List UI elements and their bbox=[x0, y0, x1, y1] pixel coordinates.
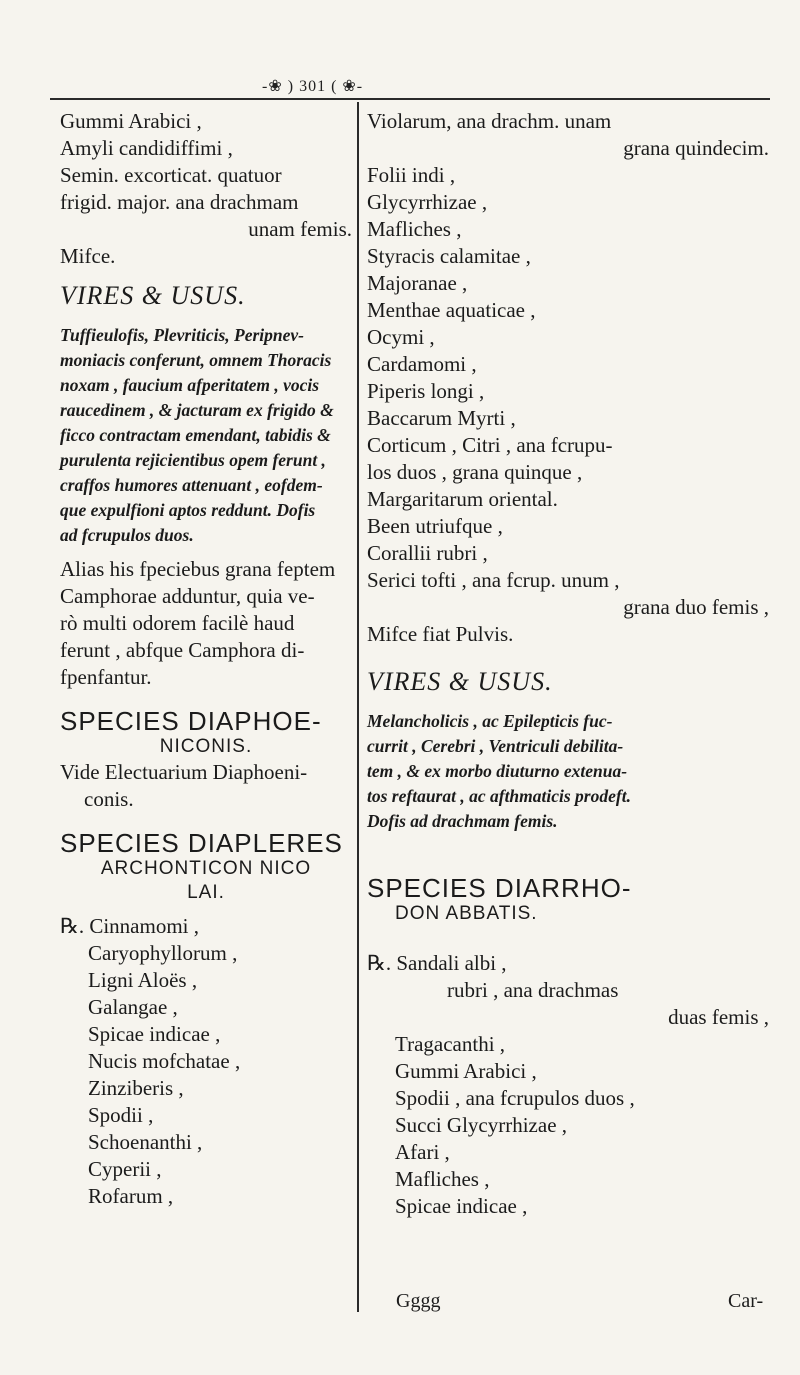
species-heading: SPECIES DIAPHOE- bbox=[60, 706, 322, 736]
list-item: Mafliches , bbox=[367, 217, 462, 241]
recipe-line: Rofarum , bbox=[88, 1184, 174, 1208]
species-heading: SPECIES DIAPLERES bbox=[60, 828, 343, 858]
recipe-line: ℞. Sandali albi , bbox=[367, 951, 507, 975]
text-line: Mifce. bbox=[60, 244, 116, 268]
text-line: unam femis. bbox=[248, 217, 352, 241]
vires-text: raucedinem , & jacturam ex frigido & bbox=[60, 400, 334, 420]
vires-text: que expulfioni aptos reddunt. Dofis bbox=[60, 500, 316, 520]
recipe-line: Spodii , ana fcrupulos duos , bbox=[395, 1086, 635, 1110]
recipe-line: Caryophyllorum , bbox=[88, 941, 238, 965]
recipe-line: Succi Glycyrrhizae , bbox=[395, 1113, 568, 1137]
text-line: Camphorae adduntur, quia ve- bbox=[60, 584, 315, 608]
left-column bbox=[60, 108, 352, 1210]
list-item: Baccarum Myrti , bbox=[367, 406, 516, 430]
recipe-line: Galangae , bbox=[88, 995, 178, 1019]
species-heading: SPECIES DIARRHO- bbox=[367, 873, 632, 903]
text-line: Semin. excorticat. quatuor bbox=[60, 163, 282, 187]
text-line: ferunt , abfque Camphora di- bbox=[60, 638, 305, 662]
vires-text: tem , & ex morbo diuturno extenua- bbox=[367, 761, 628, 781]
species-subheading: LAI. bbox=[187, 882, 225, 903]
recipe-line: Spicae indicae , bbox=[395, 1194, 528, 1218]
list-item: Been utriufque , bbox=[367, 514, 503, 538]
vires-text: ficco contractam emendant, tabidis & bbox=[60, 425, 331, 445]
list-item: Corticum , Citri , ana fcrupu- bbox=[367, 433, 613, 457]
list-item: los duos , grana quinque , bbox=[367, 460, 583, 484]
recipe-line: Afari , bbox=[395, 1140, 450, 1164]
text-line: grana quindecim. bbox=[623, 136, 769, 160]
catchword: Car- bbox=[728, 1290, 764, 1312]
text-line: Vide Electuarium Diaphoeni- bbox=[60, 760, 308, 784]
text-line: fpenfantur. bbox=[60, 665, 152, 689]
text-line: Mifce fiat Pulvis. bbox=[367, 622, 514, 646]
vires-text: noxam , faucium afperitatem , vocis bbox=[60, 375, 320, 395]
vires-text: tos reftaurat , ac afthmaticis prodeft. bbox=[367, 786, 631, 806]
text-line: Gummi Arabici , bbox=[60, 109, 202, 133]
recipe-line: Tragacanthi , bbox=[395, 1032, 506, 1056]
list-item: Cardamomi , bbox=[367, 352, 477, 376]
list-item: Majoranae , bbox=[367, 271, 468, 295]
text-line: Violarum, ana drachm. unam bbox=[367, 109, 612, 133]
list-item: Margaritarum oriental. bbox=[367, 487, 558, 511]
species-subheading: ARCHONTICON NICO bbox=[100, 858, 312, 879]
text-line: frigid. major. ana drachmam bbox=[60, 190, 299, 214]
vires-text: purulenta rejicientibus opem ferunt , bbox=[60, 450, 326, 470]
vires-text: moniacis conferunt, omnem Thoracis bbox=[60, 350, 332, 370]
list-item: Styracis calamitae , bbox=[367, 244, 531, 268]
recipe-line: Nucis mofchatae , bbox=[88, 1049, 241, 1073]
text-line: grana duo femis , bbox=[623, 595, 769, 619]
recipe-line: Schoenanthi , bbox=[88, 1130, 203, 1154]
recipe-line: Spodii , bbox=[88, 1103, 154, 1127]
recipe-line: Ligni Aloës , bbox=[88, 968, 198, 992]
recipe-line: rubri , ana drachmas bbox=[447, 978, 619, 1002]
list-item: Folii indi , bbox=[367, 163, 456, 187]
vires-text: Dofis ad drachmam femis. bbox=[367, 811, 558, 831]
recipe-line: Zinziberis , bbox=[88, 1076, 184, 1100]
vires-text: currit , Cerebri , Ventriculi debilita- bbox=[367, 736, 624, 756]
list-item: Serici tofti , ana fcrup. unum , bbox=[367, 568, 620, 592]
vires-text: craffos humores attenuant , eofdem- bbox=[60, 475, 323, 495]
vires-heading: VIRES & USUS. bbox=[367, 667, 553, 696]
vires-text: Tuffieulofis, Plevriticis, Peripnev- bbox=[60, 325, 304, 345]
list-item: Corallii rubri , bbox=[367, 541, 488, 565]
text-line: Alias his fpeciebus grana feptem bbox=[60, 557, 336, 581]
species-subheading: DON ABBATIS. bbox=[395, 903, 538, 924]
text-line: conis. bbox=[84, 787, 134, 811]
recipe-line: duas femis , bbox=[668, 1005, 769, 1029]
recipe-line: Gummi Arabici , bbox=[395, 1059, 537, 1083]
text-line: rò multi odorem facilè haud bbox=[60, 611, 295, 635]
column-divider bbox=[357, 102, 359, 1312]
list-item: Glycyrrhizae , bbox=[367, 190, 488, 214]
vires-text: ad fcrupulos duos. bbox=[60, 525, 194, 545]
list-item: Menthae aquaticae , bbox=[367, 298, 536, 322]
vires-text: Melancholicis , ac Epilepticis fuc- bbox=[367, 711, 613, 731]
page-header: -❀ ) 301 ( ❀- bbox=[262, 78, 364, 95]
signature-mark: Gggg bbox=[396, 1290, 441, 1312]
header-rule bbox=[50, 98, 770, 100]
recipe-line: Cyperii , bbox=[88, 1157, 162, 1181]
recipe-line: Spicae indicae , bbox=[88, 1022, 221, 1046]
recipe-line: Mafliches , bbox=[395, 1167, 490, 1191]
vires-heading: VIRES & USUS. bbox=[60, 281, 246, 310]
species-subheading: NICONIS. bbox=[159, 736, 253, 757]
right-column bbox=[367, 108, 769, 1220]
recipe-line: ℞. Cinnamomi , bbox=[60, 914, 199, 938]
list-item: Ocymi , bbox=[367, 325, 435, 349]
list-item: Piperis longi , bbox=[367, 379, 485, 403]
text-line: Amyli candidiffimi , bbox=[60, 136, 233, 160]
